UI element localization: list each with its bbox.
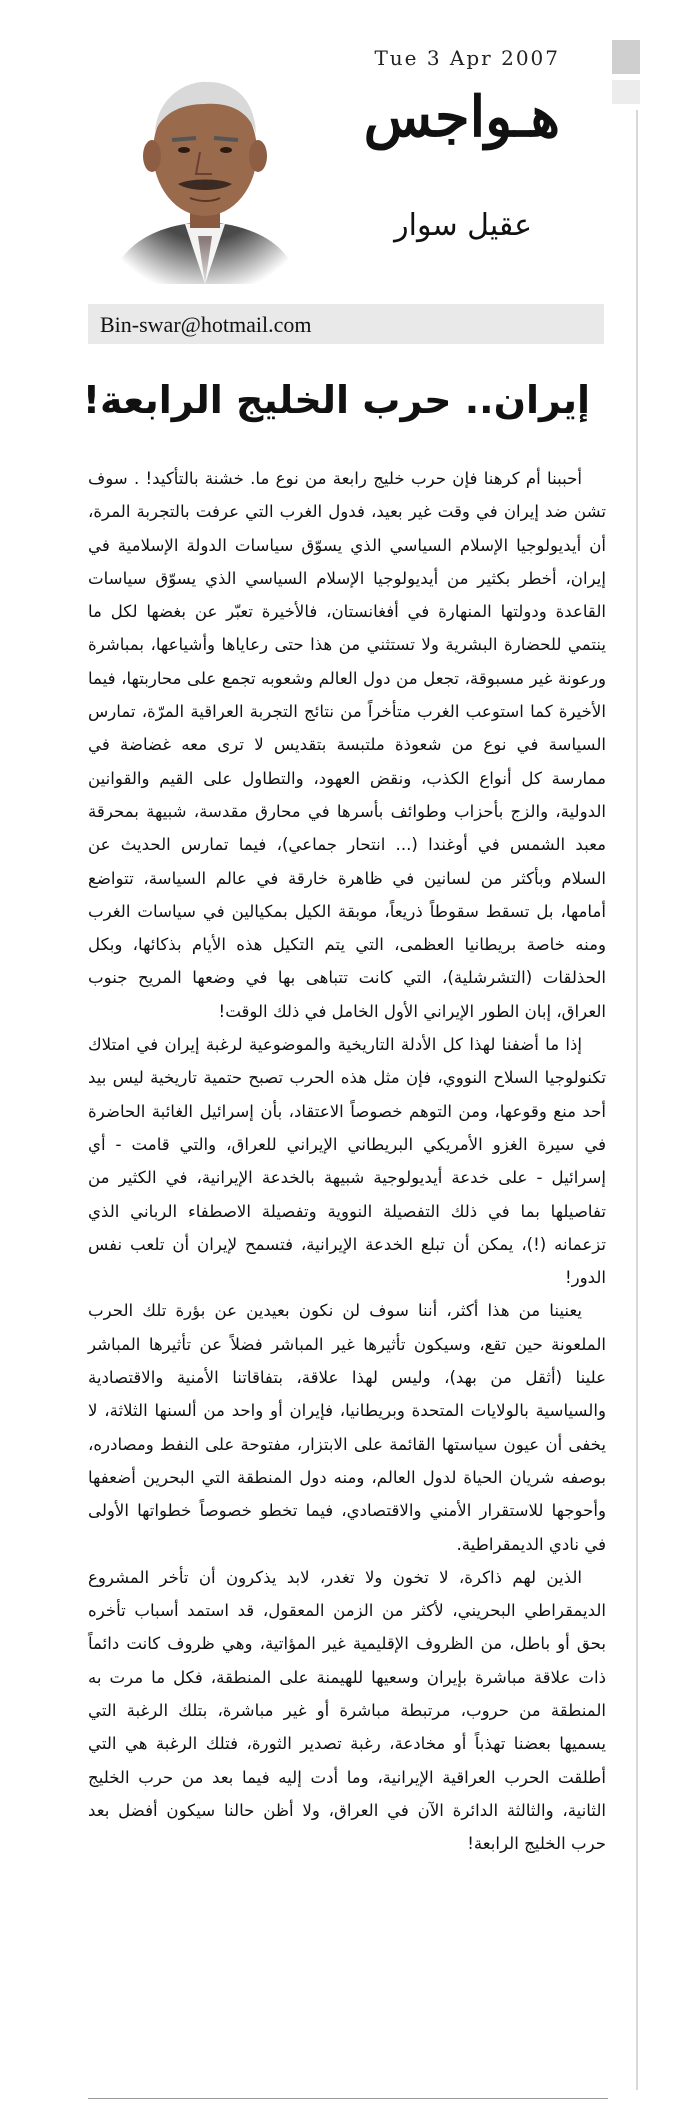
article-title: إيران.. حرب الخليج الرابعة!: [82, 378, 590, 422]
article-paragraph: أحببنا أم كرهنا فإن حرب خليج رابعة من نوع ما. خشنة بالتأكيد! . سوف تشن ضد إيران في وقت غير بعيد، فدول الغرب التي عرفت بالتجربة المرة، أن أيديولوجيا الإسلام السياسي الذي يسوّق سياسات الدولة الإسلامية في إيران، أخطر بكثير من أيديولوجيا الإسلام السياسي الذي يسوّق سياسات القاعدة ودولتها المنهارة في أفغانستان، فالأخيرة تعبّر عن بغضها لكل ما ينتمي للحضارة البشرية ولا تستثني من هذا حتى رعاياها وأشياعها، بمباشرة ورعونة غير مسبوقة، تجعل من دول العالم وشعوبه تجمع على محاربتها، فيما الأخيرة كما استوعب الغرب متأخراً من نتائج التجربة العراقية المرّة، تمارس السياسة في نوع من شعوذة ملتبسة بتقديس لا ترى معه غضاضة في ممارسة كل أنواع الكذب، ونقض العهود، والتطاول على القيم والقوانين الدولية، والزج بأحزاب وطوائف بأسرها في محارق مقدسة، شبيهة بمحرقة معبد الشمس في أوغندا (... انتحار جماعي)، فيما تمارس الحديث عن السلام وبأكثر من لسانين في ظاهرة خارقة في عالم السياسة، تتواضع أمامها، بل تسقط سقوطاً ذريعاً، موبقة الكيل بمكيالين في سياسات الغرب ومنه خاصة بريطانيا العظمى، التي يتم التكيل هذه الأيام بذكائها، وبكل الحذلقات (التشرشلية)، التي كانت تتباهى بها في وضعها المريح جنوب العراق، إبان الطور الإيراني الأول الخامل في ذلك الوقت!: [88, 469, 606, 1021]
article-paragraph: يعنينا من هذا أكثر، أننا سوف لن نكون بعيدين عن بؤرة تلك الحرب الملعونة حين تقع، وسيكون تأثيرها غير المباشر فضلاً عن تأثيرها المباشر علينا (أثقل من بهد)، وليس لهذا علاقة، بتفاقاتنا الأمنية والاقتصادية والسياسية بالولايات المتحدة وبريطانيا، فإيران أو واحد من ألسنها الثلاثة، لا يخفى أن عيون سياستها القائمة على الابتزار، مفتوحة على النفط ومصادره، بوصفه شريان الحياة لدول العالم، ومنه دول المنطقة التي البحرين أضعفها وأحوجها للاستقرار الأمني والاقتصادي، فيما تخطو خصوصاً خطواتها الأولى في نادي الديمقراطية.: [88, 1301, 606, 1554]
article-paragraph: إذا ما أضفنا لهذا كل الأدلة التاريخية والموضوعية لرغبة إيران في امتلاك تكنولوجيا السلاح النووي، فإن مثل هذه الحرب تصبح حتمية تاريخية ليس بيد أحد منع وقوعها، ومن التوهم خصوصاً الاعتقاد، بأن إسرائيل الغائبة الحاضرة في سيرة الغزو الأمريكي البريطاني الإيراني للعراق، والتي قامت - أي إسرائيل - على خدعة أيديولوجية شبيهة بالخدعة الإيرانية، في الكثير من تفاصيلها بما في ذلك التفصيلة النووية وتفصيلة الاصطفاء الرباني الذي تزعمانه (!)، يمكن أن تبلع الخدعة الإيرانية، فتسمح لإيران أن تلعب نفس الدور!: [88, 1035, 606, 1288]
author-name: عقيل سوار: [394, 208, 532, 243]
margin-marker: [612, 40, 640, 74]
bottom-rule: [88, 2098, 608, 2099]
article-body: [88, 462, 606, 1860]
vertical-rule: [636, 110, 638, 2090]
author-email[interactable]: Bin-swar@hotmail.com: [100, 312, 312, 337]
margin-marker: [612, 80, 640, 104]
right-margin: [634, 0, 682, 2114]
publication-date: Tue 3 Apr 2007: [374, 46, 560, 70]
author-photo: [100, 52, 310, 284]
article-paragraph: الذين لهم ذاكرة، لا تخون ولا تغدر، لابد يذكرون أن تأخر المشروع الديمقراطي البحريني، لأكثر من الزمن المعقول، قد استمد أسباب تأخره بحق أو باطل، من الظروف الإقليمية غير المؤاتية، وهي ظروف كانت دائماً ذات علاقة مباشرة بإيران وسعيها للهيمنة على المنطقة، فكل ما مرت به المنطقة من حروب، مرتبطة مباشرة أو غير مباشرة، بتلك الرغبة التي يسميها بعضنا تهذباً أو مخادعة، رغبة تصدير الثورة، فتلك الرغبة هي التي أطلقت الحرب العراقية الإيرانية، وما أدت إليه فيما بعد من حرب الخليج الثانية، والثالثة الدائرة الآن في العراق، ولا أظن حالنا سيكون أفضل بعد حرب الخليج الرابعة!: [88, 1567, 606, 1854]
column-name: هـواجس: [363, 84, 560, 150]
email-bar: [88, 304, 604, 344]
